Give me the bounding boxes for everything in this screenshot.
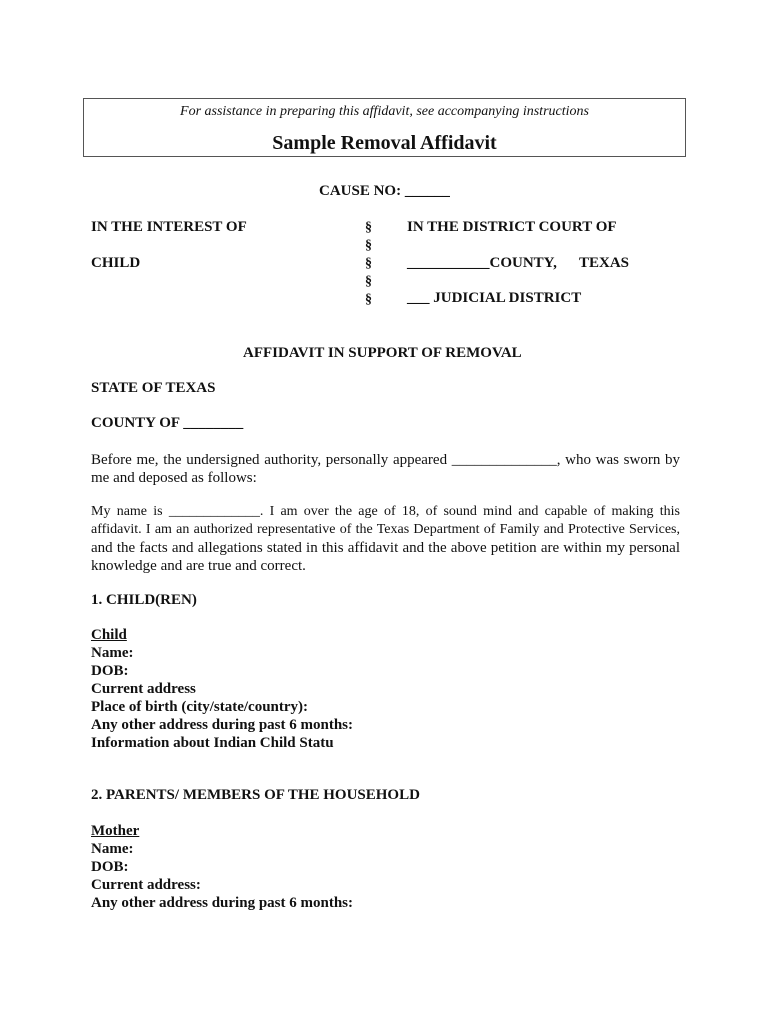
field-label: Current address:: [91, 877, 201, 893]
sworn-statement-paragraph: [91, 451, 680, 487]
section-symbol: §: [365, 292, 372, 307]
paragraph-line: and the facts and allegations stated in this affidavit and the above petition are within my personal: [91, 540, 680, 556]
instructions-note: For assistance in preparing this affidavit, see accompanying instructions: [180, 104, 589, 119]
paragraph-line: knowledge and are true and correct.: [91, 558, 306, 574]
cause-number: CAUSE NO: ______: [319, 183, 450, 199]
field-label: Information about Indian Child Statu: [91, 735, 334, 751]
instructions-header-box: [83, 98, 686, 157]
field-label: Any other address during past 6 months:: [91, 717, 353, 733]
mother-subheading: Mother: [91, 823, 140, 839]
document-title: Sample Removal Affidavit: [272, 132, 497, 154]
caption-state: TEXAS: [579, 255, 630, 271]
child-subheading: Child: [91, 627, 127, 643]
field-label: Current address: [91, 681, 196, 697]
section-symbol: §: [365, 220, 372, 235]
field-label: Place of birth (city/state/country):: [91, 699, 309, 715]
paragraph-line: affidavit. I am an authorized representative of the Texas Department of Family and Protective Services,: [91, 522, 680, 537]
field-label: Any other address during past 6 months:: [91, 895, 353, 911]
paragraph-line: me and deposed as follows:: [91, 470, 257, 486]
child-fields: [91, 626, 353, 752]
caption-child: CHILD: [91, 255, 141, 271]
paragraph-line: My name is _____________. I am over the age of 18, of sound mind and capable of making this: [91, 504, 680, 519]
caption-county-blank: ___________COUNTY,: [407, 255, 557, 271]
field-label: DOB:: [91, 859, 129, 875]
state-line: STATE OF TEXAS: [91, 380, 216, 396]
mother-fields: [91, 822, 353, 912]
caption-in-the-interest-of: IN THE INTEREST OF: [91, 219, 247, 235]
field-label: Name:: [91, 841, 134, 857]
section-symbol: §: [365, 274, 372, 289]
field-label: Name:: [91, 645, 134, 661]
section-parents-heading: 2. PARENTS/ MEMBERS OF THE HOUSEHOLD: [91, 787, 420, 803]
caption-district-court: IN THE DISTRICT COURT OF: [407, 219, 617, 235]
county-line: COUNTY OF ________: [91, 415, 244, 431]
section-symbol: §: [365, 256, 372, 271]
section-symbol: §: [365, 238, 372, 253]
field-label: DOB:: [91, 663, 129, 679]
caption-judicial-district: ___ JUDICIAL DISTRICT: [407, 290, 582, 306]
affiant-statement-paragraph: [91, 503, 680, 575]
section-children-heading: 1. CHILD(REN): [91, 592, 197, 608]
affidavit-heading: AFFIDAVIT IN SUPPORT OF REMOVAL: [243, 345, 522, 361]
paragraph-line: Before me, the undersigned authority, personally appeared ______________, who was sworn by: [91, 452, 680, 468]
